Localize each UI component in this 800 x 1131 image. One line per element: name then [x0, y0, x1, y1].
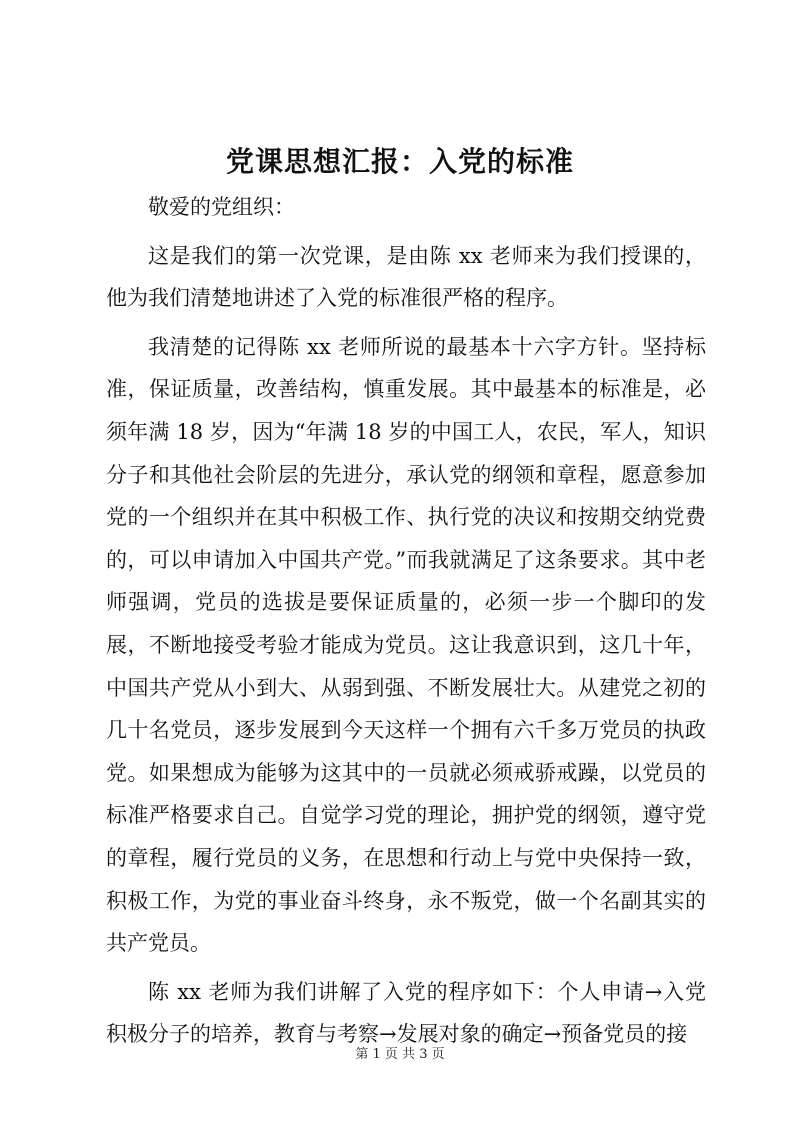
- page-number-footer: 第 1 页 共 3 页: [355, 1047, 445, 1062]
- document-body: [106, 186, 706, 1056]
- salutation: 敬爱的党组织：: [148, 195, 295, 219]
- paragraph-1: 这是我们的第一次党课，是由陈 xx 老师来为我们授课的，他为我们清楚地讲述了入党的标准很严格的程序。: [106, 243, 706, 311]
- document-title: 党课思想汇报：入党的标准: [225, 145, 574, 178]
- paragraph-3: 陈 xx 老师为我们讲解了入党的程序如下：个人申请→入党积极分子的培养，教育与考察→发展对象的确定→预备党员的接: [106, 979, 706, 1047]
- paragraph-2: 我清楚的记得陈 xx 老师所说的最基本十六字方针。坚持标准，保证质量，改善结构，慎重发展。其中最基本的标准是，必须年满 18 岁，因为“年满 18 岁的中国工人，农民，军人，知识分子和其他社会阶层的先进分，承认党的纲领和章程，愿意参加党的一个组织并在其中积极工作、执行党的决议和按期交纳党费的，可以申请加入中国共产党。”而我就满足了这条要求。其中老师强调，党员的选拔是要保证质量的，必须一步一个脚印的发展，不断地接受考验才能成为党员。这让我意识到，这几十年，中国共产党从小到大、从弱到强、不断发展壮大。从建党之初的几十名党员，逐步发展到今天这样一个拥有六千多万党员的执政党。如果想成为能够为这其中的一员就必须戒骄戒躁，以党员的标准严格要求自己。自觉学习党的理论，拥护党的纲领，遵守党的章程，履行党员的义务，在思想和行动上与党中央保持一致，积极工作，为党的事业奋斗终身，永不叛党，做一个名副其实的共产党员。: [106, 334, 706, 956]
